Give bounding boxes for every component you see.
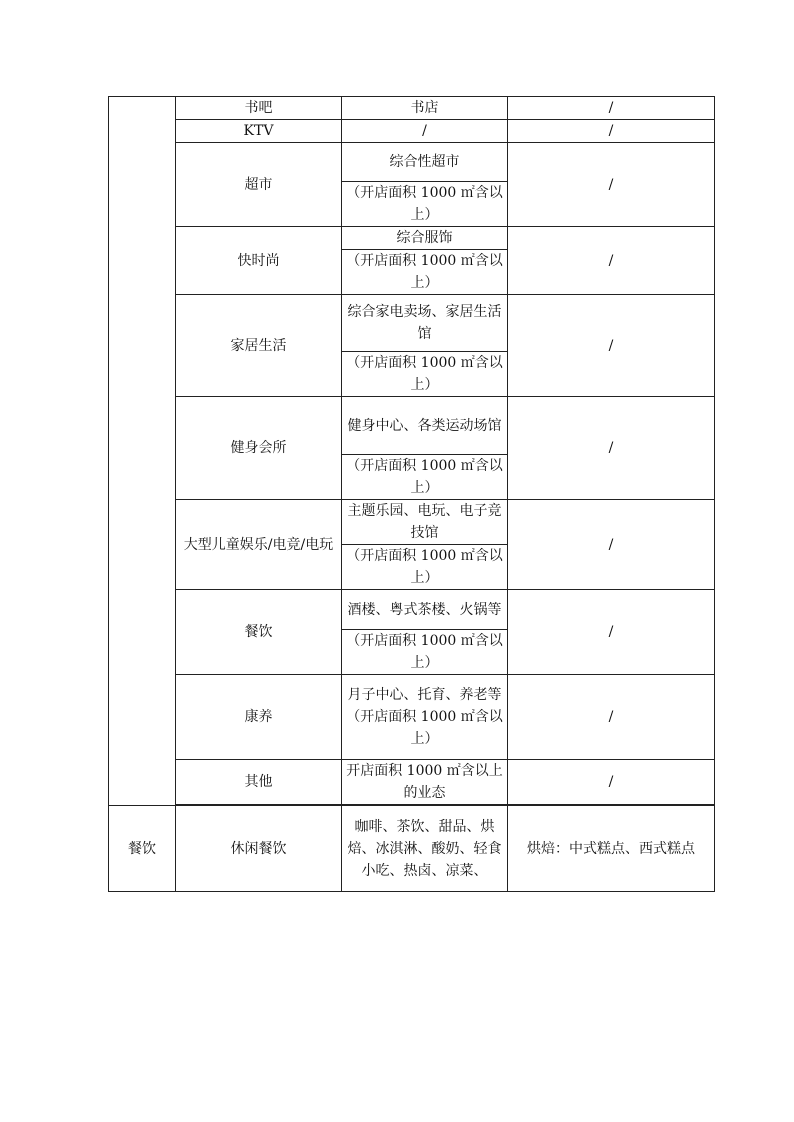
area-note-cell: （开店面积 1000 ㎡含以上） — [342, 545, 508, 590]
area-note-cell: （开店面积 1000 ㎡含以上） — [342, 182, 508, 227]
area-note-cell: （开店面积 1000 ㎡含以上） — [342, 352, 508, 397]
format-cell: 综合家电卖场、家居生活馆 — [342, 295, 508, 352]
category-table — [108, 96, 715, 892]
remark-cell: / — [508, 675, 715, 760]
format-cell: 主题乐园、电玩、电子竞技馆 — [342, 500, 508, 545]
subcategory-cell: 书吧 — [176, 97, 342, 120]
area-note-cell: （开店面积 1000 ㎡含以上） — [342, 630, 508, 675]
table-row — [109, 806, 715, 892]
subcategory-cell: KTV — [176, 120, 342, 143]
category-cell: 餐饮 — [109, 806, 176, 892]
subcategory-cell: 快时尚 — [176, 227, 342, 295]
remark-cell: / — [508, 590, 715, 675]
remark-cell: / — [508, 97, 715, 120]
area-note-cell: （开店面积 1000 ㎡含以上） — [342, 455, 508, 500]
remark-cell: / — [508, 500, 715, 590]
area-note-cell: （开店面积 1000 ㎡含以上） — [342, 250, 508, 295]
table-row — [109, 500, 715, 545]
subcategory-cell: 超市 — [176, 143, 342, 227]
remark-cell: / — [508, 120, 715, 143]
table-row — [109, 590, 715, 630]
format-cell: 酒楼、粤式茶楼、火锅等 — [342, 590, 508, 630]
subcategory-cell: 休闲餐饮 — [176, 806, 342, 892]
format-cell: 书店 — [342, 97, 508, 120]
table-row — [109, 97, 715, 120]
format-cell: 咖啡、茶饮、甜品、烘焙、冰淇淋、酸奶、轻食小吃、热卤、凉菜、 — [342, 806, 508, 892]
table-row — [109, 760, 715, 805]
subcategory-cell: 餐饮 — [176, 590, 342, 675]
remark-cell: / — [508, 227, 715, 295]
format-cell: 综合性超市 — [342, 143, 508, 182]
subcategory-cell: 家居生活 — [176, 295, 342, 397]
table-row — [109, 397, 715, 455]
remark-cell: / — [508, 143, 715, 227]
format-cell: 开店面积 1000 ㎡含以上的业态 — [342, 760, 508, 805]
remark-cell: / — [508, 760, 715, 805]
subcategory-cell: 其他 — [176, 760, 342, 805]
remark-cell: / — [508, 295, 715, 397]
table-row — [109, 227, 715, 250]
subcategory-cell: 大型儿童娱乐/电竞/电玩 — [176, 500, 342, 590]
format-cell: / — [342, 120, 508, 143]
subcategory-cell: 康养 — [176, 675, 342, 760]
format-cell: 月子中心、托育、养老等（开店面积 1000 ㎡含以上） — [342, 675, 508, 760]
remark-cell: 烘焙：中式糕点、西式糕点 — [508, 806, 715, 892]
format-cell: 综合服饰 — [342, 227, 508, 250]
table-row — [109, 120, 715, 143]
table-row — [109, 295, 715, 352]
remark-cell: / — [508, 397, 715, 500]
subcategory-cell: 健身会所 — [176, 397, 342, 500]
table-row — [109, 143, 715, 182]
category-cell-blank — [109, 97, 176, 806]
format-cell: 健身中心、各类运动场馆 — [342, 397, 508, 455]
table-row — [109, 675, 715, 760]
